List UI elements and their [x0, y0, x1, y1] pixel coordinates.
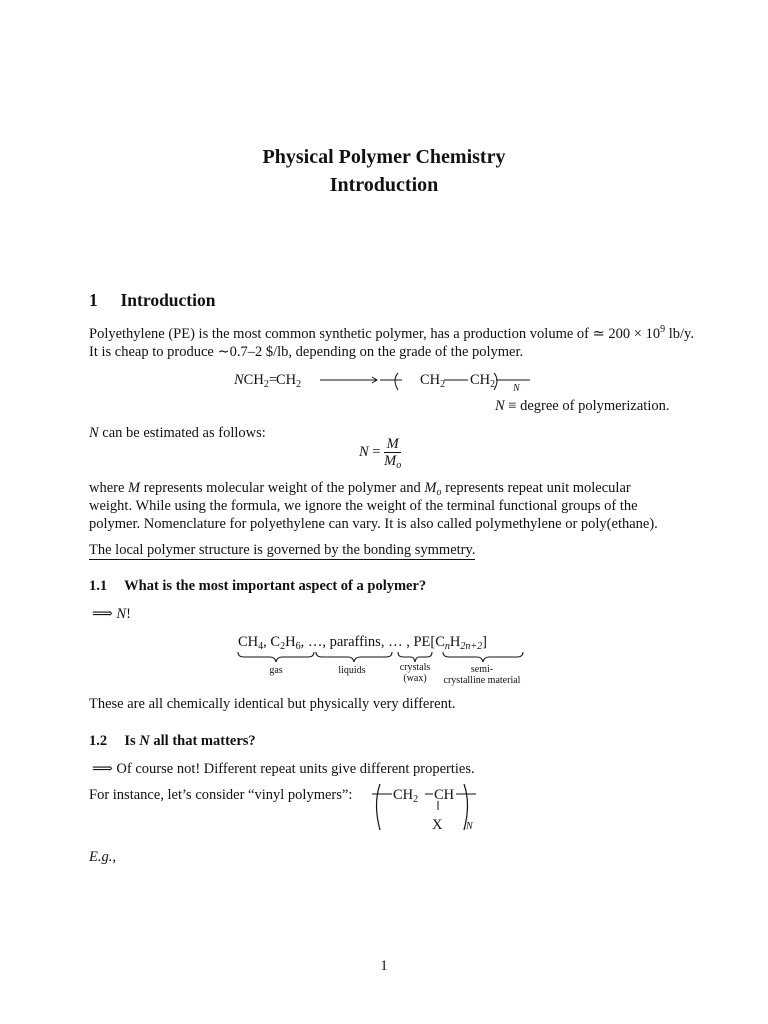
document-title [0, 143, 768, 199]
section-title: Introduction [120, 290, 216, 310]
section-1-1-heading [89, 578, 426, 595]
label-line: semi- [470, 664, 494, 675]
math-text: H [285, 634, 296, 650]
brace-liquids [316, 652, 392, 662]
section-number: 1 [89, 290, 98, 310]
text: represents molecular weight of the polymer and [140, 480, 425, 496]
subscript: 2 [490, 379, 496, 390]
subscript: 2n+2 [460, 641, 483, 652]
page-number: 1 [380, 958, 388, 974]
repeat-unit-first-ch2 [420, 371, 445, 389]
repeat-unit-second-ch2 [470, 371, 495, 389]
text: lb/y. [665, 326, 694, 342]
text: It is cheap to produce ∼0.7–2 $/lb, depending on the grade of the polymer. [89, 344, 524, 360]
title-line-2: Introduction [329, 174, 439, 196]
text: , [402, 634, 414, 650]
numerator: M [384, 436, 401, 453]
text: polymer. Nomenclature for polyethylene can vary. It is also called polymethylene or poly(ethane). [89, 516, 658, 532]
subscript: o [436, 487, 442, 498]
math-var: N [139, 733, 150, 749]
paragraph-chemically-identical: These are all chemically identical but physically very different. [89, 696, 456, 712]
math-text: CH [420, 372, 441, 388]
text: Of course not! Different repeat units give different properties. [112, 761, 475, 777]
paragraph-n-estimate [89, 424, 266, 442]
label-semicrystalline [432, 664, 532, 686]
brace-semicrystalline [443, 652, 523, 662]
subscript: 2 [413, 794, 419, 805]
brace-crystals [398, 652, 432, 662]
math-text: CH [470, 372, 491, 388]
text: Polyethylene (PE) is the most common synthetic polymer, has a production volume of ≃ 200 × 10 [89, 326, 661, 342]
subscript: 2 [296, 379, 302, 390]
denominator [384, 453, 401, 469]
subscript: o [396, 460, 402, 471]
math-text: CH [238, 634, 259, 650]
fraction [384, 436, 401, 469]
implies-arrow-icon: ⟹ [92, 606, 113, 622]
section-number: 1.2 [89, 733, 108, 749]
degree-of-polymerization-definition [495, 397, 669, 415]
vinyl-ch: CH [434, 787, 455, 803]
subscript: n [444, 641, 450, 652]
subscript: 2 [280, 641, 286, 652]
label-line: crystals [399, 662, 431, 673]
equation-n-ratio [359, 436, 401, 469]
section-number: 1.1 [89, 578, 108, 594]
text: … [388, 634, 403, 650]
math-text: CH [276, 372, 297, 388]
double-bond: = [268, 372, 277, 388]
text: weight. While using the formula, we ignore the weight of the terminal functional groups of the [89, 498, 638, 514]
vinyl-x: X [432, 817, 443, 833]
section-title: all that matters? [149, 733, 256, 749]
math-var: M [424, 480, 437, 496]
label-line: crystalline material [443, 675, 521, 686]
vinyl-index-N: N [466, 821, 473, 832]
math-var: N [89, 425, 99, 441]
text: , …, paraffins, [300, 634, 389, 650]
eg-label: E.g., [89, 849, 116, 865]
math-text: CH [243, 372, 264, 388]
underlined-text: The local polymer structure is governed by the bonding symmetry. [89, 542, 476, 558]
subscript: 2 [263, 379, 269, 390]
repeat-index-N: N [513, 383, 520, 394]
math-text: C [270, 634, 281, 650]
subscript: 6 [295, 641, 301, 652]
underbraces [236, 650, 532, 664]
section-1-2-heading [89, 733, 256, 750]
math-var: N [116, 606, 127, 622]
math-var: N [359, 443, 369, 460]
subscript: 2 [440, 379, 446, 390]
paragraph-molecular-weight [89, 479, 689, 533]
vinyl-ch2 [393, 786, 418, 804]
superscript: 9 [660, 324, 666, 335]
title-line-1: Physical Polymer Chemistry [262, 146, 506, 168]
text: ≡ degree of polymerization. [504, 398, 670, 414]
brace-gas [238, 652, 314, 662]
section-1-heading [89, 290, 215, 311]
math-var: M [128, 480, 141, 496]
alkane-series: $CH_4$, $C_2H_6$, …, paraffins, … , $PE[C_nH_{2n+2}]$ [238, 634, 487, 652]
math-text: CH [393, 787, 414, 803]
label-liquids: liquids [338, 665, 366, 676]
math-var: N [234, 372, 244, 388]
text: where [89, 480, 129, 496]
text: can be estimated as follows: [98, 425, 266, 441]
paragraph-bonding-symmetry [89, 541, 475, 559]
math-var: N [495, 398, 505, 414]
math-var: M [384, 453, 397, 469]
implies-N [92, 605, 131, 623]
paragraph-vinyl-polymers: For instance, let’s consider “vinyl polymers”: [89, 787, 353, 803]
section-title: Is [124, 733, 140, 749]
paragraph-polyethylene [89, 325, 709, 361]
label-gas: gas [269, 665, 283, 676]
math-text: H [449, 634, 461, 650]
math-op: = [368, 443, 385, 460]
math-text: ] [482, 634, 487, 650]
text: represents repeat unit molecular [441, 480, 631, 496]
section-title: What is the most important aspect of a polymer? [124, 578, 427, 594]
math-text: PE[C [413, 634, 445, 650]
label-line: (wax) [403, 673, 427, 684]
equation-polymerization [234, 371, 301, 389]
text: ! [126, 606, 131, 622]
paragraph-of-course-not [92, 760, 475, 778]
subscript: 4 [258, 641, 264, 652]
implies-arrow-icon: ⟹ [92, 761, 113, 777]
